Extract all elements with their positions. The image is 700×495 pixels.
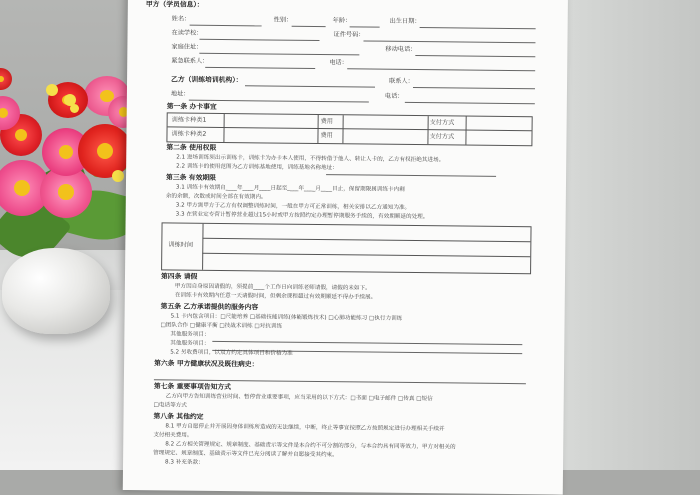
card-type-1: 训练卡种类1: [171, 116, 207, 124]
emergency-contact-field: [205, 58, 315, 69]
party-b-phone-label: 电话：: [384, 92, 404, 100]
article-2-heading: 第二条 使用权限: [166, 143, 217, 152]
party-a-heading: 甲方（学员信息）：: [145, 0, 204, 9]
card-type-table: [166, 112, 532, 146]
party-a-section: [128, 0, 568, 15]
table-row-divider: [168, 126, 532, 131]
gender-field: [292, 17, 326, 27]
article-3-clause-1-cont: 余的余额，次数或时间全部在有效期内。: [165, 193, 267, 201]
mobile-label: 移动电话：: [385, 45, 417, 54]
training-contract-document: [123, 0, 568, 495]
id-number-field: [363, 31, 535, 43]
table-row-divider: [202, 253, 530, 257]
article-4-line-2: 在训练卡有效期内任意一天请假时间，但剩余课程超过有效期顺延不得办手续展。: [174, 292, 377, 301]
article-6-heading: 第六条 甲方健康状况及既往病史：: [154, 359, 259, 369]
birthdate-label: 出生日期：: [389, 17, 421, 26]
table-column-divider: [317, 115, 318, 143]
article-4-heading: 第四条 请假: [160, 272, 198, 281]
party-a-row-2: [127, 29, 567, 44]
party-b-address-field: [189, 91, 369, 103]
party-b-phone-field: [405, 93, 535, 104]
article-8-heading: 第八条 其他约定: [153, 412, 204, 421]
article-8-clause-1: 8.1 甲方自愿停止并开展因身体训练所造成的无法继续，中断，终止等事宜按照乙方按照规定进行办理相关手续并: [165, 423, 445, 433]
other-services-label-1: 其他服务项目：: [170, 331, 210, 338]
other-services-label-2: 其他服务项目：: [170, 340, 210, 347]
article-3-clause-3: 3.3 在营业定专营计暂停营业超过15小时或甲方按照约定办理暂停期服务手续的，有效期顺延的处理。: [175, 211, 429, 221]
gender-label: 性别：: [273, 16, 293, 24]
article-5-services: 5.1 卡内包含项目：□尺能培养 □基础技能训练(体能锻炼技术) □心肺功能练习 □执行力训练: [170, 313, 403, 322]
article-8-clause-3: 8.3 补充条款：: [165, 459, 204, 466]
training-time-table: [161, 222, 531, 274]
emergency-contact-label: 紧急联系人：: [171, 57, 209, 65]
article-8-clause-2: 8.2 乙方相关管理规定、规章制度、基础责示等文件是本合约不可分割的部分，与本合约具有同等效力，甲方对相关的: [165, 441, 456, 451]
name-field: [190, 16, 262, 27]
emergency-phone-label: 电话：: [329, 59, 348, 67]
table-column-divider: [342, 115, 343, 143]
mobile-field: [415, 46, 535, 57]
age-label: 年龄：: [332, 17, 352, 25]
party-b-address-label: 地址：: [170, 90, 190, 98]
article-7-notice-methods: 乙方向甲方告知训练营业时间、暂停营业重要事项，应当采用的以下方式：□书面 □电子邮件 □传真 □短信: [165, 393, 433, 403]
table-row-divider: [202, 238, 530, 242]
payment-label-1: 支付方式: [429, 119, 455, 127]
card-type-2: 训练卡种类2: [171, 130, 207, 138]
age-field: [350, 17, 380, 27]
home-address-field: [199, 44, 359, 56]
party-a-row-3: [127, 43, 567, 58]
article-4-line-1: 甲方因自身原因请假的，须提前____个工作日向训练老师请假，请假的未如下。: [174, 283, 371, 292]
fee-label-2: 费用: [320, 132, 333, 140]
school-label: 在读学校：: [171, 29, 203, 37]
article-3-clause-1: 3.1 训练卡有效期自____年____月____日起至____年____月____日止，保留期限属训练卡内剩: [175, 184, 405, 193]
emergency-phone-field: [347, 59, 535, 71]
right-wall-panel: [558, 0, 700, 470]
party-a-row-1: [128, 15, 568, 30]
id-number-label: 证件号码：: [333, 31, 365, 39]
article-5-services-cont: □团队合作 □健康平衡 □技战术训练 □对抗训练: [160, 322, 283, 330]
white-vase: [2, 248, 110, 334]
party-a-row-4: [127, 57, 567, 72]
article-5-extra-fees: 5.2 另收费项目，以双方约定具体项目和价格为准: [170, 349, 293, 357]
article-7-notice-methods-cont: □电话等方式: [153, 402, 187, 409]
article-8-clause-2-cont: 管理规定、规章制度、基础责示等文件已充分阅读了解并自愿接受其约束。: [153, 450, 338, 459]
yellow-bud: [70, 104, 79, 113]
fee-label-1: 费用: [320, 118, 334, 126]
table-column-divider: [223, 114, 224, 142]
table-column-divider: [465, 117, 466, 145]
article-3-clause-2: 3.2 甲方需甲方于乙方有权调整训练时间，一般在甲方可正常训练，相关安排以乙方通知为准。: [175, 202, 411, 211]
party-b-row-1: [127, 75, 567, 90]
payment-label-2: 支付方式: [429, 133, 455, 141]
article-2-clause-1: 2.1 进场训练须出示训练卡，训练卡为办卡本人使用，不得转借于他人、转让人卡的，乙方有权拒绝其进场。: [176, 154, 445, 164]
party-b-heading: 乙方（训练培训机构）：: [171, 75, 243, 85]
yellow-bud: [112, 170, 124, 182]
red-cosmos-flower: [78, 124, 132, 178]
table-column-divider: [202, 224, 203, 270]
article-7-heading: 第七条 重要事项告知方式: [153, 382, 232, 392]
party-b-contact-field: [413, 78, 535, 89]
article-8-clause-1-cont: 支付相关费用。: [153, 432, 193, 439]
institution-field: [245, 76, 375, 87]
yellow-bud: [46, 84, 58, 96]
party-b-contact-label: 联系人：: [389, 77, 414, 85]
home-address-label: 家庭住址：: [171, 43, 203, 51]
school-field: [199, 30, 319, 41]
name-label: 姓名：: [171, 15, 191, 23]
training-time-label: 训练时间: [168, 241, 194, 249]
article-3-heading: 第三条 有效期限: [165, 173, 217, 182]
article-2-clause-2: 2.2 训练卡的使用范围为乙方训练基地使用，训练基地名称地址：: [176, 163, 338, 172]
birthdate-field: [420, 18, 536, 29]
article-5-heading: 第五条 乙方承诺提供的服务内容: [160, 302, 259, 312]
article-1-heading: 第一条 办卡事宜: [166, 102, 217, 111]
